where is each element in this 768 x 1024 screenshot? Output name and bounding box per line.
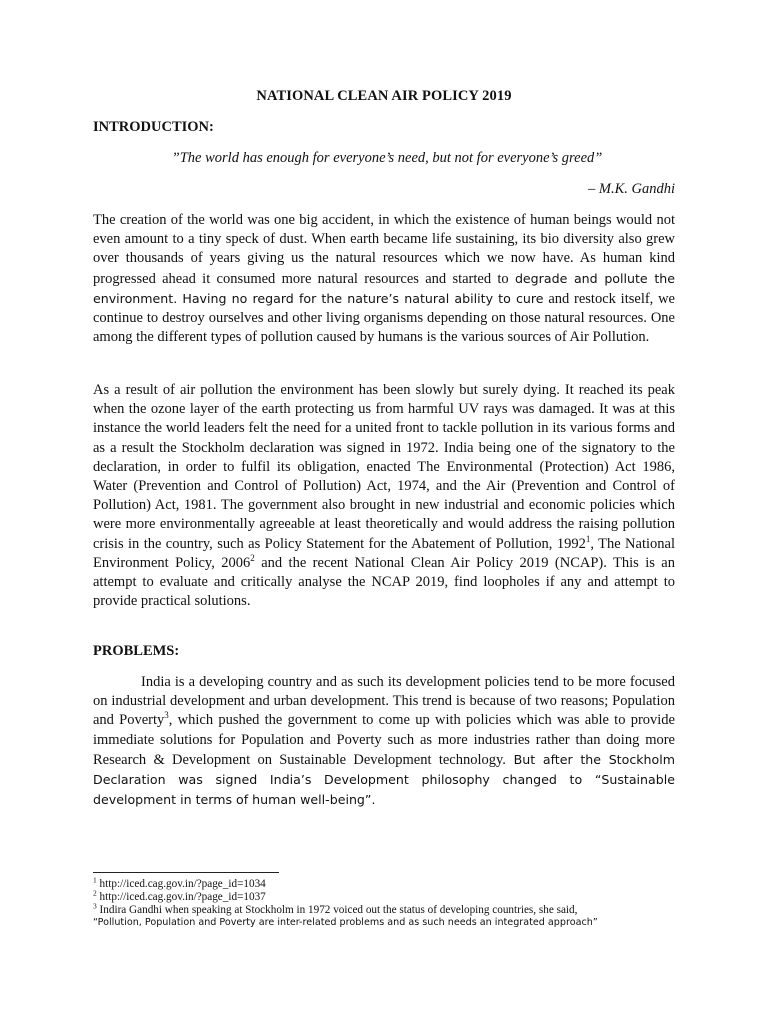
footnote-number: 2	[93, 888, 97, 898]
problems-paragraph	[93, 673, 675, 810]
intro-paragraph-1	[93, 211, 675, 347]
footnote-1	[93, 875, 675, 891]
document-title: NATIONAL CLEAN AIR POLICY 2019	[256, 88, 512, 104]
footnote-2	[93, 888, 675, 904]
problems-paragraph-part-c: But after the Stockholm Declaration was signed India’s Development philosophy changed to “Sustainable development in terms of human well-being”.	[93, 751, 675, 808]
problems-heading: PROBLEMS:	[93, 643, 180, 659]
intro-paragraph-1-part-c: and restock itself, we continue to destroy ourselves and other living organisms depending on those natural resources. One among the different types of pollution caused by humans is the various sources of Air Pollution.	[93, 290, 675, 346]
intro-paragraph-2	[93, 381, 675, 611]
footnote-ref-3: 3	[164, 710, 169, 721]
footnote-number: 1	[93, 875, 97, 885]
footnote-number: 3	[93, 901, 97, 911]
intro-paragraph-2-part-c: and the recent National Clean Air Policy 2019 (NCAP). This is an attempt to evaluate and critically analyse the NCAP 2019, find loopholes if any and attempt to provide practical solutions.	[93, 554, 675, 610]
intro-paragraph-1-part-a: The creation of the world was one big accident, in which the existence of human beings would not even amount to a tiny speck of dust. When earth became life sustaining, its bio diversity also grew over thousands of years giving us the natural resources which we now have. As human kind progressed ahead it consumed more natural resources and started to	[93, 212, 675, 287]
quote-author: – M.K. Gandhi	[588, 181, 675, 197]
footnote-text: http://iced.cag.gov.in/?page_id=1034	[96, 878, 266, 890]
footnote-3-quote: “Pollution, Population and Poverty are inter-related problems and as such needs an integrated approach”	[93, 916, 598, 928]
intro-paragraph-1-part-b: degrade and pollute the environment. Having no regard for the nature’s natural ability to cure	[93, 270, 676, 306]
intro-paragraph-2-part-b: , The National Environment Policy, 2006	[93, 535, 675, 571]
footnote-text: Indira Gandhi when speaking at Stockholm in 1972 voiced out the status of developing countries, she said,	[96, 903, 578, 916]
footnotes	[93, 875, 675, 930]
problems-paragraph-part-b: , which pushed the government to come up with policies which was able to provide immediate solutions for Population and Poverty such as more industries rather than doing more Research & Development on Sustainable Development technology.	[93, 712, 675, 768]
footnote-ref-1: 1	[585, 533, 591, 544]
footnote-ref-2: 2	[250, 553, 255, 563]
introduction-heading: INTRODUCTION:	[93, 119, 214, 135]
intro-paragraph-2-part-a: As a result of air pollution the environment has been slowly but surely dying. It reached its peak when the ozone layer of the earth protecting us from harmful UV rays was damaged. It was at this instance the world leaders felt the need for a united front to tackle pollution in its various forms and as a result the Stockholm declaration was signed in 1972. India being one of the signatory to the declaration, in order to fulfil its obligation, enacted The Environmental (Protection) Act 1986, Water (Prevention and Control of Pollution) Act, 1974, and the Air (Prevention and Control of Pollution) Act, 1981. The government also brought in new industrial and economic policies which were more environmentally agreeable at least theoretically and would address the raising pollution crisis in the country, such as Policy Statement for the Abatement of Pollution, 1992	[93, 382, 675, 552]
document-page	[93, 0, 675, 1024]
footnote-text: http://iced.cag.gov.in/?page_id=1037	[96, 890, 266, 903]
footnote-3	[93, 901, 675, 917]
gandhi-quote	[93, 150, 675, 167]
gandhi-quote-text: ”The world has enough for everyone’s need, but not for everyone’s greed”	[171, 150, 603, 166]
footnote-separator	[93, 872, 279, 873]
problems-paragraph-part-a: India is a developing country and as such its development policies tend to be more focused on industrial development and urban development. This trend is because of two reasons; Population and Poverty	[93, 674, 675, 729]
